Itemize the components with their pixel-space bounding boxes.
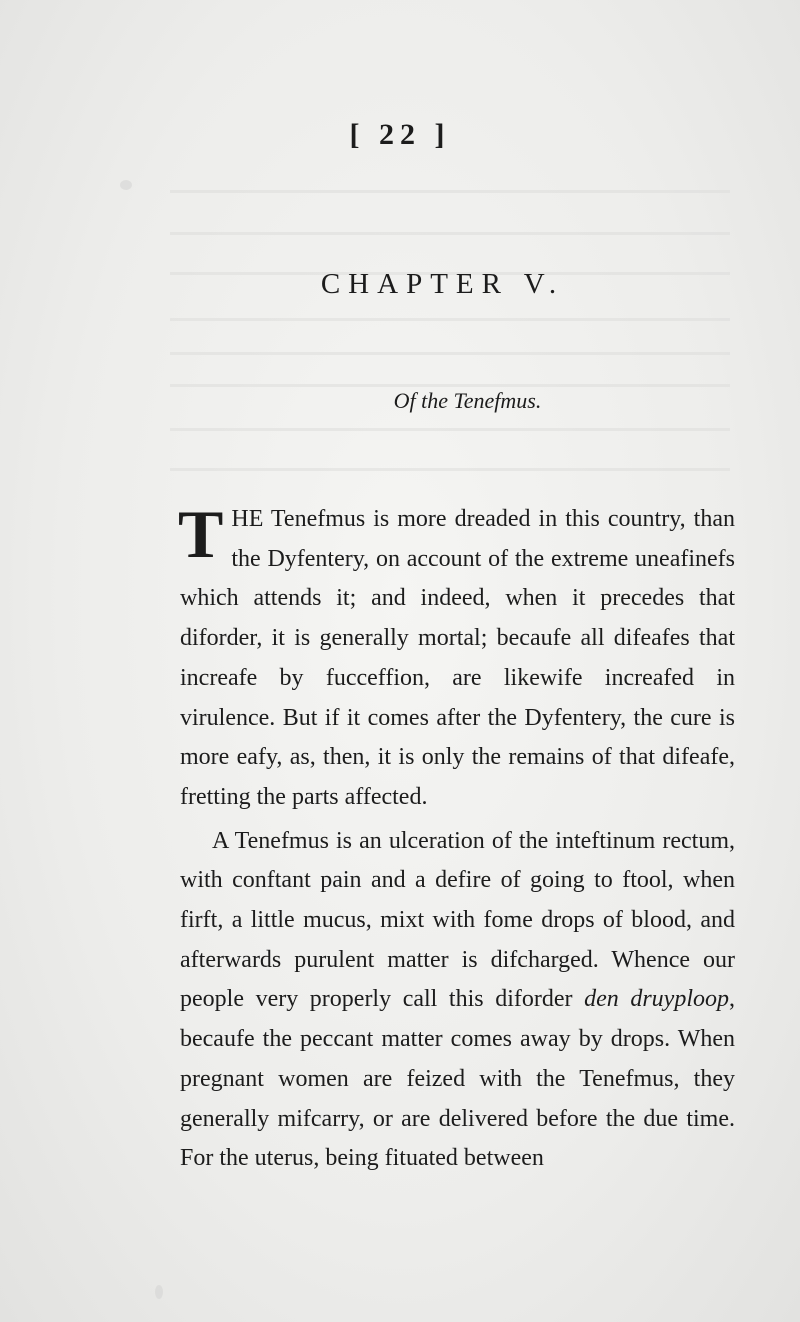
bleed-through-line — [170, 384, 730, 387]
paragraph-1-text: HE Tenefmus is more dreaded in this country, than the Dyfentery, on account of the extreme uneafinefs which attends it; and indeed, when it precedes that diforder, it is generally mortal; becaufe all difeafes that increafe by fucceffion, are likewife increafed in virulence. But if it comes after the Dyfentery, the cure is more eafy, as, then, it is only the remains of that difeafe, fretting the parts affected. — [180, 506, 735, 810]
chapter-heading: CHAPTER V. — [320, 268, 565, 300]
paragraph-2-italic-term: den druyploop — [584, 986, 729, 1013]
paragraph-1 — [178, 496, 735, 818]
drop-cap: T — [178, 496, 224, 572]
paragraph-2-text-before: A Tenefmus is an ulceration of the inteftinum rectum, with conftant pain and a defire of going to ftool, when firft, a little mucus, mixt with fome drops of blood, and afterwards purulent matter is difcharged. Whence our people very properly call this diforder — [180, 827, 735, 1013]
bleed-through-line — [170, 232, 730, 235]
paragraph-2 — [180, 822, 735, 1179]
paragraph-2-text-after: , becaufe the peccant matter comes away by drops. When pregnant women are feized with the Tenefmus, they generally mifcarry, or are delivered before the due time. For the uterus, being fituated between — [180, 986, 735, 1172]
bleed-through-line — [170, 318, 730, 321]
ink-smudge — [120, 180, 132, 190]
page-number: [ 22 ] — [349, 118, 451, 151]
body-text — [178, 496, 735, 1179]
bleed-through-line — [170, 352, 730, 355]
chapter-subtitle: Of the Tenefmus. — [393, 388, 542, 413]
bleed-through-line — [170, 428, 730, 431]
ink-smudge — [155, 1285, 163, 1299]
bleed-through-line — [170, 190, 730, 193]
bleed-through-line — [170, 468, 730, 471]
